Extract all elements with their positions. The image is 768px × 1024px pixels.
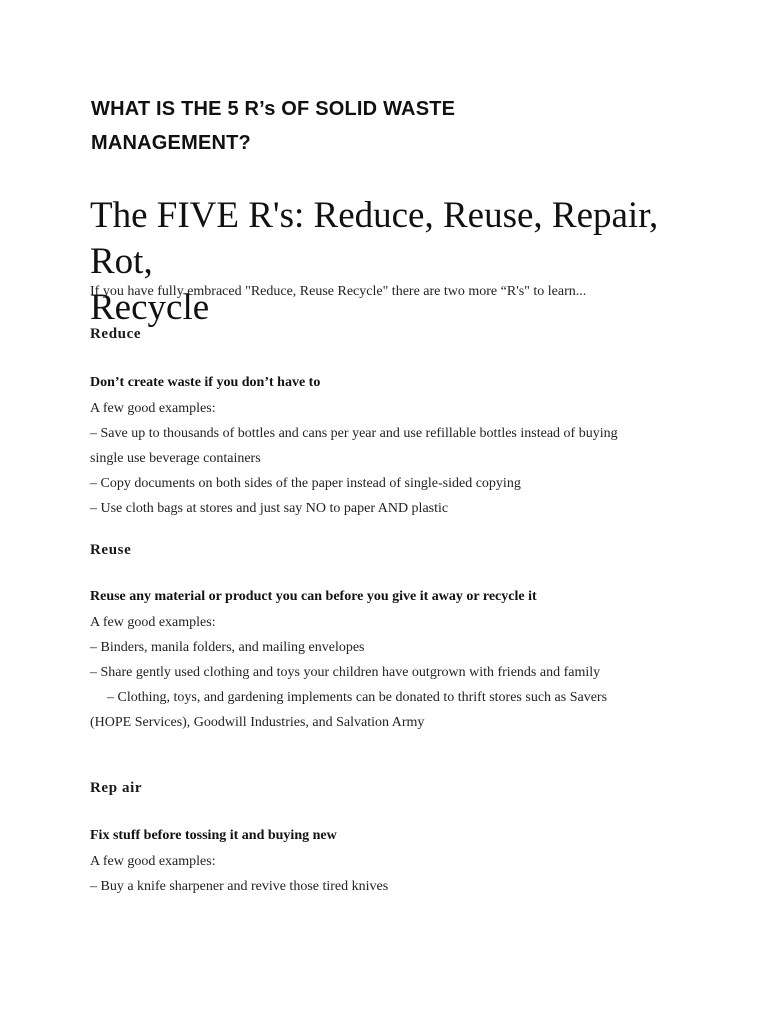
intro-paragraph: If you have fully embraced "Reduce, Reuse Recycle" there are two more “R's" to learn... <box>90 284 587 299</box>
section-repair <box>90 778 730 899</box>
heading-line-1: WHAT IS THE 5 R’s OF SOLID WASTE <box>91 98 456 120</box>
list-item: A few good examples: <box>90 854 216 869</box>
section-label-repair: Rep air <box>90 780 143 796</box>
list-item: A few good examples: <box>90 401 216 416</box>
section-reuse <box>90 540 730 735</box>
page-title <box>90 193 730 331</box>
section-subtitle-reuse: Reuse any material or product you can before you give it away or recycle it <box>90 589 537 604</box>
list-item: – Clothing, toys, and gardening implements can be donated to thrift stores such as Savers <box>107 690 608 705</box>
heading-line-2: MANAGEMENT? <box>91 132 251 154</box>
section-subtitle-repair: Fix stuff before tossing it and buying new <box>90 828 337 843</box>
section-label-reuse: Reuse <box>90 542 132 558</box>
list-item: – Buy a knife sharpener and revive those tired knives <box>90 879 389 894</box>
list-item: – Copy documents on both sides of the paper instead of single-sided copying <box>90 476 521 491</box>
section-reduce <box>90 324 730 521</box>
section-label-reduce: Reduce <box>90 326 142 342</box>
list-item: single use beverage containers <box>90 451 261 466</box>
list-item: (HOPE Services), Goodwill Industries, and Salvation Army <box>90 715 425 730</box>
section-subtitle-reduce: Don’t create waste if you don’t have to <box>90 375 321 390</box>
list-item: A few good examples: <box>90 615 216 630</box>
document-heading <box>91 92 691 160</box>
list-item: – Share gently used clothing and toys your children have outgrown with friends and family <box>90 665 601 680</box>
list-item: – Binders, manila folders, and mailing envelopes <box>90 640 365 655</box>
list-item: – Use cloth bags at stores and just say NO to paper AND plastic <box>90 501 449 516</box>
title-line-2: Recycle <box>90 287 210 328</box>
title-line-1: The FIVE R's: Reduce, Reuse, Repair, Rot, <box>90 195 659 282</box>
list-item: – Save up to thousands of bottles and cans per year and use refillable bottles instead of buying <box>90 426 618 441</box>
